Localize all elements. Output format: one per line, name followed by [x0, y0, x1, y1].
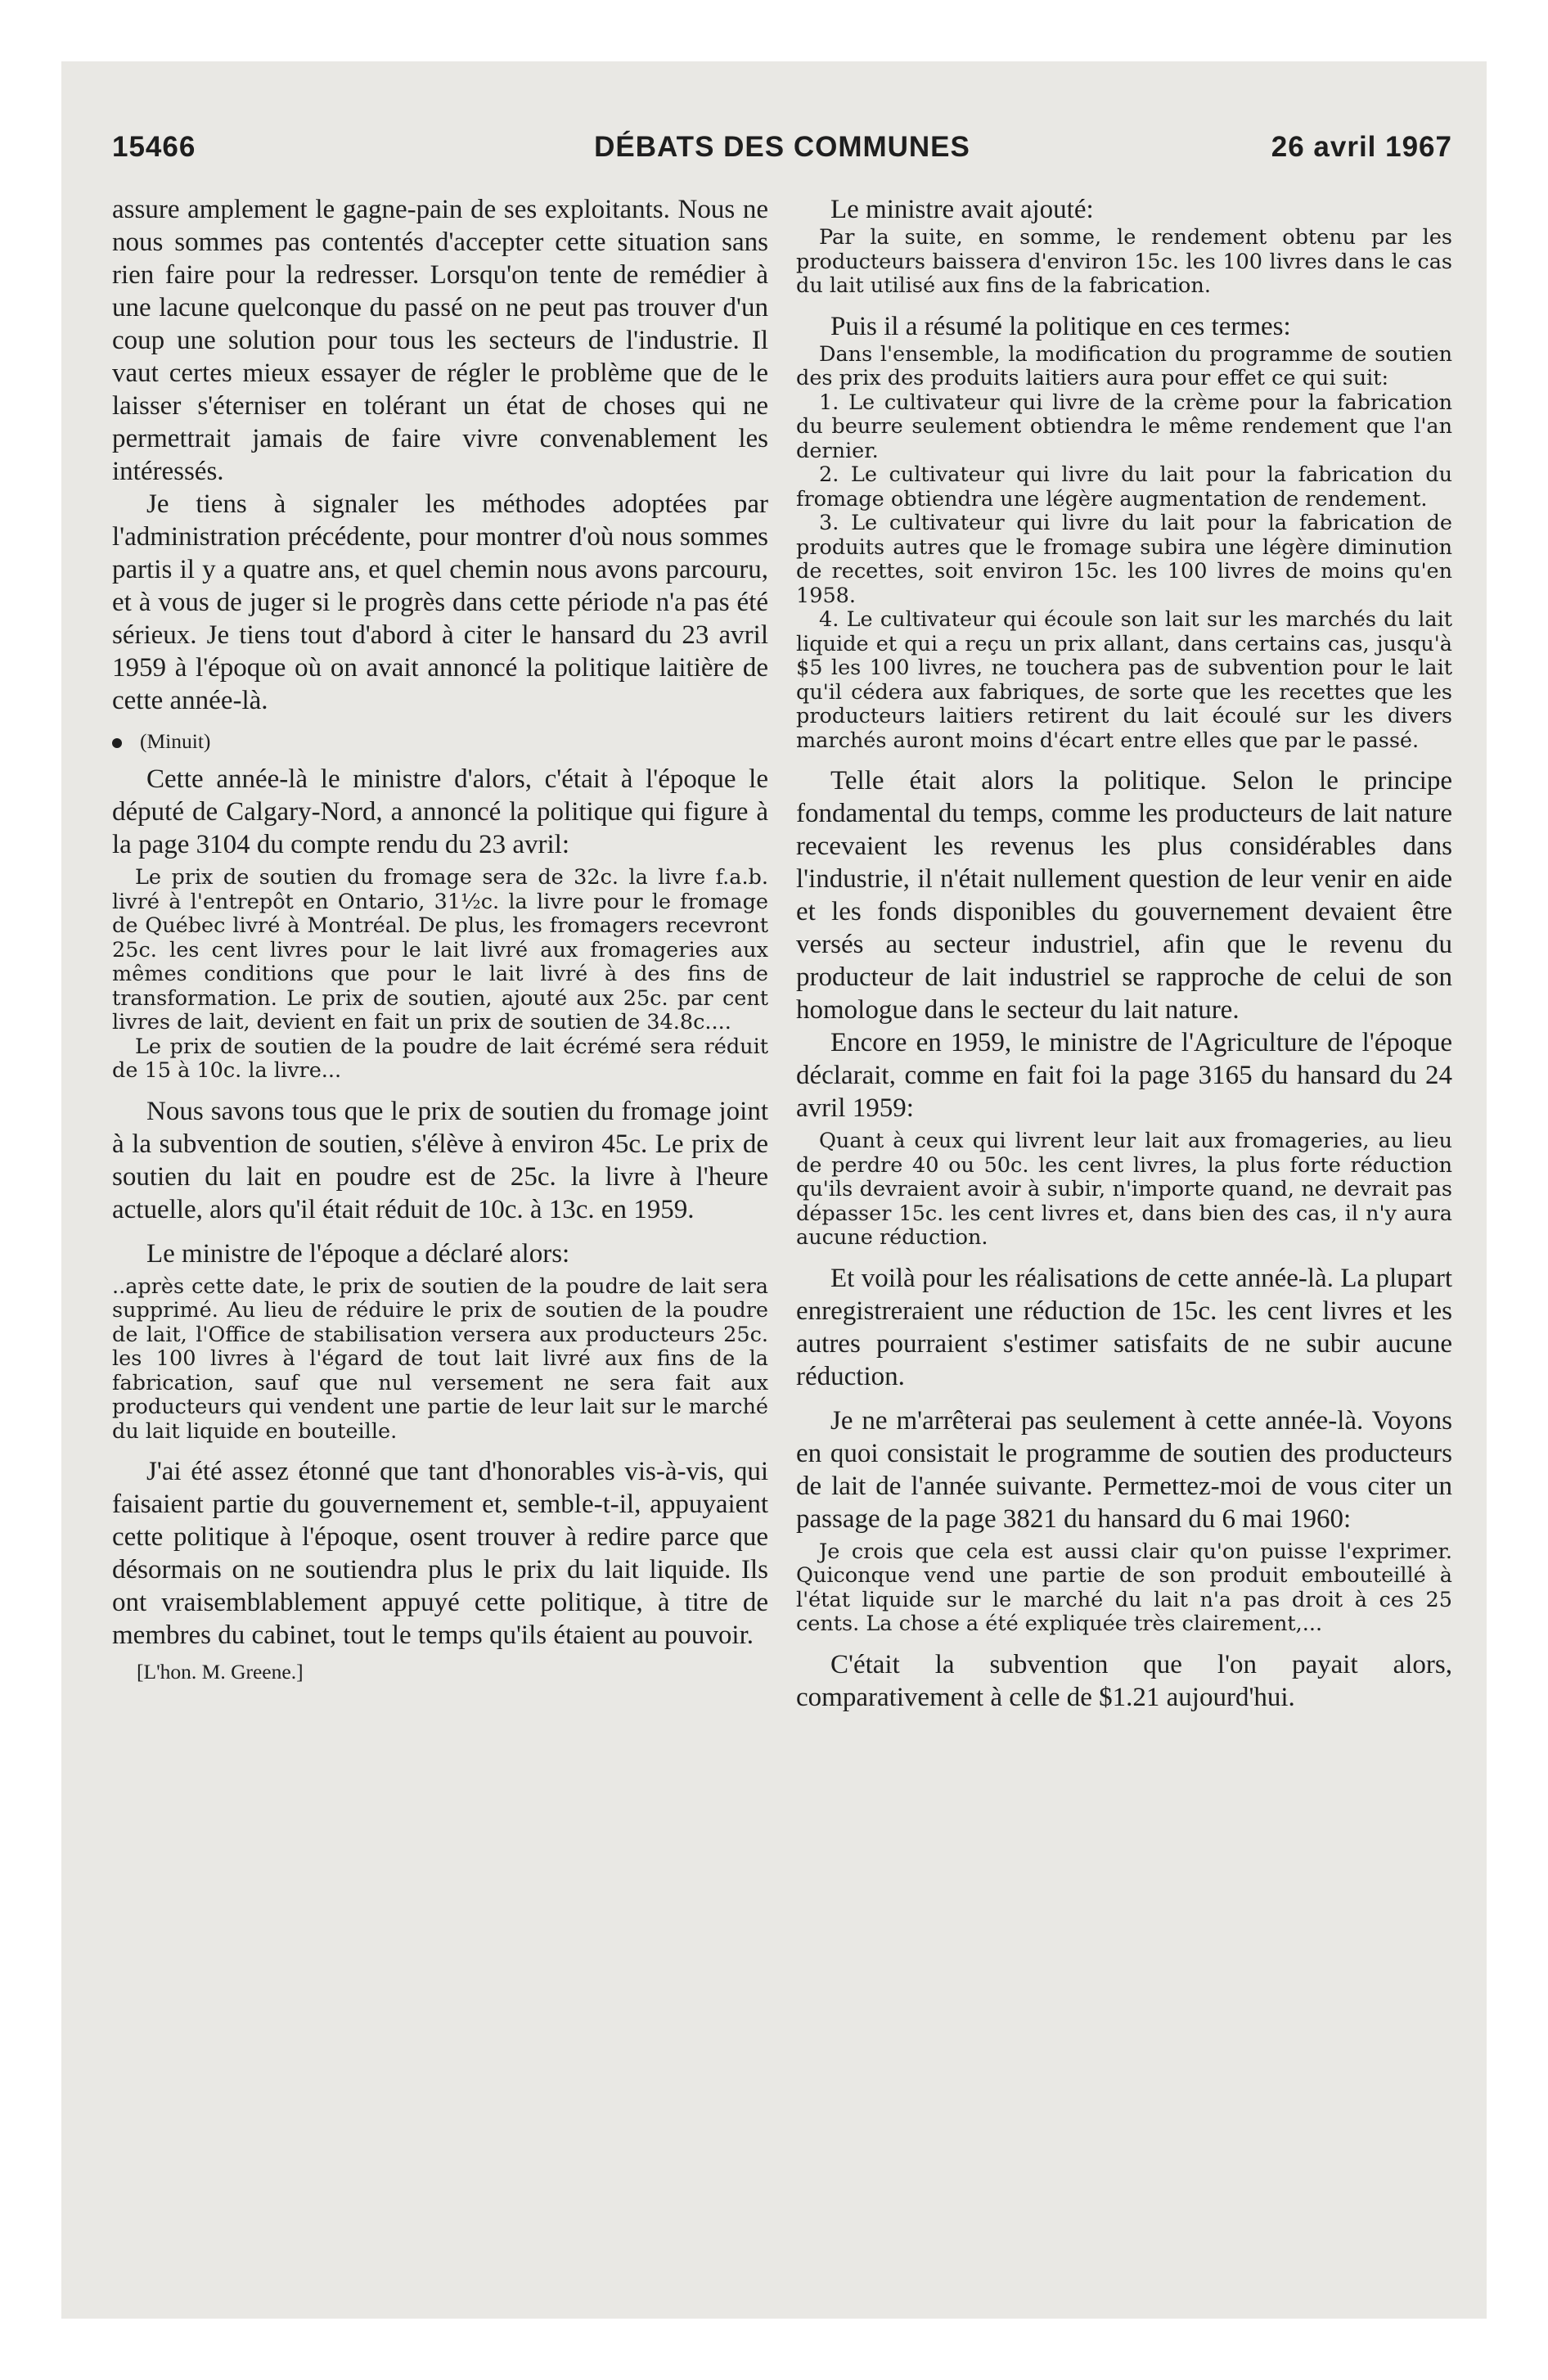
page-title: DÉBATS DES COMMUNES — [594, 131, 970, 163]
paragraph: Puis il a résumé la politique en ces termes: — [830, 311, 1291, 341]
quotation: Dans l'ensemble, la modification du programme de soutien des prix des produits laitiers aura pour effet ce qui suit: — [796, 341, 1452, 390]
paragraph: Je tiens à signaler les méthodes adoptées par l'administration précédente, pour montrer d'où nous sommes partis il y a quatre ans, et quel chemin nous avons parcouru, et à vous de juger si le progrès dans cette période n'a pas été sérieux. Je tiens tout d'abord à citer le hansard du 23 avril 1959 à l'époque où on avait annoncé la politique laitière de cette année-là. — [112, 489, 768, 715]
paragraph: Je ne m'arrêterai pas seulement à cette année-là. Voyons en quoi consistait le programme de soutien des producteurs de lait de l'année suivante. Permettez-moi de vous citer un passage de la page 3821 du hansard du 6 mai 1960: — [796, 1405, 1452, 1534]
paragraph: J'ai été assez étonné que tant d'honorables vis-à-vis, qui faisaient partie du gouvernement et, semble-t-il, appuyaient cette politique à l'époque, osent trouver à redire parce que désormais on ne soutiendra plus le prix du lait liquide. Ils ont vraisemblablement appuyé cette politique, à titre de membres du cabinet, tout le temps qu'ils étaient au pouvoir. — [112, 1457, 768, 1650]
list-item: 3. Le cultivateur qui livre du lait pour la fabrication de produits autres que le fromage subira une légère diminution de recettes, soit environ 15c. les 100 livres de moins qu'en 1958. — [796, 511, 1452, 608]
quotation: Quant à ceux qui livrent leur lait aux fromageries, au lieu de perdre 40 ou 50c. les cent livres, la plus forte réduction qu'ils devraient avoir à subir, n'importe quand, ne devrait pas dépasser 15c. les cent livres et, dans bien des cas, il n'y aura aucune réduction. — [796, 1129, 1452, 1250]
page-date: 26 avril 1967 — [1271, 131, 1452, 163]
list-item: 1. Le cultivateur qui livre de la crème pour la fabrication du beurre seulement obtiendra le même rendement que l'an dernier. — [796, 390, 1452, 463]
quotation: ..après cette date, le prix de soutien de la poudre de lait sera supprimé. Au lieu de réduire le prix de soutien de la poudre de lait, l'Office de stabilisation versera aux producteurs 25c. les 100 livres à l'égard de tout lait livré aux fins de la fabrication, sauf que nul versement ne sera fait aux producteurs qui vendent une partie de leur lait sur le marché du lait liquide en bouteille. — [112, 1273, 768, 1444]
quotation: Par la suite, en somme, le rendement obtenu par les producteurs baissera d'environ 15c. les 100 livres dans le cas du lait utilisé aux fins de la fabrication. — [796, 225, 1452, 298]
quotation: Le prix de soutien du fromage sera de 32c. la livre f.a.b. livré à l'entrepôt en Ontario, 31½c. la livre pour le fromage de Québec livré à Montréal. De plus, les fromagers recevront 25c. les cent livres pour le lait livré aux fromageries aux mêmes conditions que pour le lait livré à des fins de transformation. Le prix de soutien, ajouté aux 25c. par cent livres de lait, devient en fait un prix de soutien de 34.8c.... — [112, 865, 768, 1034]
paragraph: Le ministre de l'époque a déclaré alors: — [146, 1238, 570, 1269]
right-column — [796, 193, 1452, 1714]
paragraph: Encore en 1959, le ministre de l'Agriculture de l'époque déclarait, comme en fait foi la page 3165 du hansard du 24 avril 1959: — [796, 1028, 1452, 1123]
quotation: Le prix de soutien de la poudre de lait écrémé sera réduit de 15 à 10c. la livre... — [112, 1034, 768, 1083]
page-header — [112, 131, 1452, 167]
speaker-attribution: [L'hon. M. Greene.] — [137, 1660, 304, 1684]
quotation: Je crois que cela est aussi clair qu'on puisse l'exprimer. Quiconque vend une partie de son produit embouteillé à l'état liquide sur le marché du lait n'a pas droit à ces 25 cents. La chose a été expliquée très clairement,... — [796, 1539, 1452, 1636]
left-column — [112, 193, 768, 1686]
paragraph: C'était la subvention que l'on payait alors, comparativement à celle de $1.21 aujourd'hui. — [796, 1649, 1452, 1712]
time-marker-label: (Minuit) — [140, 729, 211, 753]
bullet-icon — [112, 738, 122, 748]
time-marker — [112, 725, 768, 758]
paragraph: Le ministre avait ajouté: — [830, 195, 1094, 224]
quotation-list — [796, 343, 1452, 754]
list-item: 2. Le cultivateur qui livre du lait pour la fabrication du fromage obtiendra une légère augmentation de rendement. — [796, 462, 1452, 512]
page-number: 15466 — [112, 131, 196, 163]
paragraph: Cette année-là le ministre d'alors, c'était à l'époque le député de Calgary-Nord, a annoncé la politique qui figure à la page 3104 du compte rendu du 23 avril: — [112, 764, 768, 859]
paragraph: Et voilà pour les réalisations de cette année-là. La plupart enregistreraient une réduction de 15c. les cent livres et les autres pourraient s'estimer satisfaits de ne subir aucune réduction. — [796, 1263, 1452, 1391]
paragraph: assure amplement le gagne-pain de ses exploitants. Nous ne nous sommes pas contentés d'accepter cette situation sans rien faire pour la redresser. Lorsqu'on tente de remédier à une lacune quelconque du passé on ne peut pas trouver d'un coup une solution pour tous les secteurs de l'industrie. Il vaut certes mieux essayer de régler le problème que de le laisser s'éterniser en tolérant un état de choses qui ne permettrait jamais de faire vivre convenablement les intéressés. — [112, 195, 768, 486]
list-item: 4. Le cultivateur qui écoule son lait sur les marchés du lait liquide et qui a reçu un prix allant, dans certains cas, jusqu'à $5 les 100 livres, ne touchera pas de subvention pour le lait qu'il cédera aux fabriques, de sorte que les recettes que les producteurs laitiers retirent du lait écoulé sur les divers marchés auront moins d'écart entre elles que par le passé. — [796, 607, 1452, 753]
paragraph: Nous savons tous que le prix de soutien du fromage joint à la subvention de soutien, s'élève à environ 45c. Le prix de soutien du lait en poudre est de 25c. la livre à l'heure actuelle, alors qu'il était réduit de 10c. à 13c. en 1959. — [112, 1096, 768, 1224]
paragraph: Telle était alors la politique. Selon le principe fondamental du temps, comme les producteurs de lait nature recevaient les revenus les plus considérables dans l'industrie, il n'était nullement question de leur venir en aide et les fonds disponibles du gouvernement devaient être versés au secteur industriel, afin que le revenu du producteur de lait industriel se rapproche de celui de son homologue dans le secteur du lait nature. — [796, 766, 1452, 1025]
